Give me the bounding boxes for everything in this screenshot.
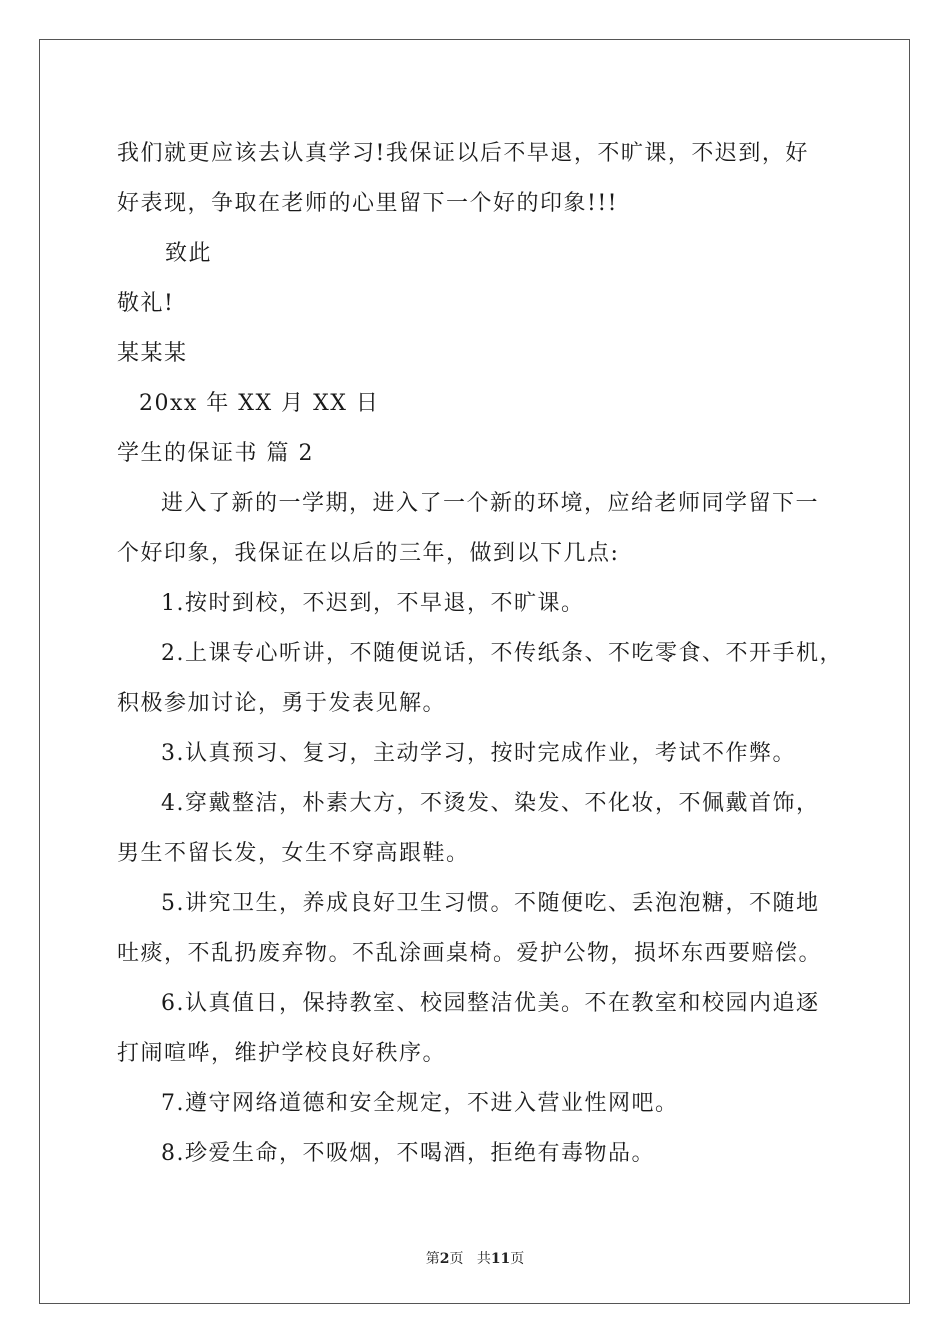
text-line: 4.穿戴整洁，朴素大方，不烫发、染发、不化妆，不佩戴首饰， <box>161 791 820 816</box>
text-line: 5.讲究卫生，养成良好卫生习惯。不随便吃、丢泡泡糖，不随地 <box>161 891 820 916</box>
footer-total-pages: 11 <box>490 1251 511 1267</box>
text-line: 3.认真预习、复习，主动学习，按时完成作业，考试不作弊。 <box>161 741 796 766</box>
text-line: 好表现，争取在老师的心里留下一个好的印象!!! <box>117 191 619 216</box>
text-line: 6.认真值日，保持教室、校园整洁优美。不在教室和校园内追逐 <box>161 991 820 1016</box>
text-line: 个好印象，我保证在以后的三年，做到以下几点: <box>117 541 620 566</box>
text-line: 7.遵守网络道德和安全规定，不进入营业性网吧。 <box>161 1091 679 1116</box>
text-line: 进入了新的一学期，进入了一个新的环境，应给老师同学留下一 <box>161 491 820 516</box>
text-line: 打闹喧哗，维护学校良好秩序。 <box>117 1041 447 1066</box>
text-line: 敬礼! <box>117 291 175 316</box>
footer-page-unit: 页 <box>449 1251 464 1267</box>
text-line: 某某某 <box>117 341 188 366</box>
text-line: 20xx 年 XX 月 XX 日 <box>139 391 380 416</box>
footer-total-unit: 页 <box>510 1251 525 1267</box>
text-line: 致此 <box>165 241 213 266</box>
footer-total-prefix: 共 <box>476 1251 491 1267</box>
text-line: 我们就更应该去认真学习!我保证以后不早退，不旷课，不迟到，好 <box>117 141 809 166</box>
text-line: 学生的保证书 篇 2 <box>117 441 314 466</box>
text-line: 1.按时到校，不迟到，不早退，不旷课。 <box>161 591 585 616</box>
footer-page-number: 2 <box>439 1251 450 1267</box>
footer-prefix: 第 <box>425 1251 440 1267</box>
page-footer <box>0 1248 950 1268</box>
text-line: 8.珍爱生命，不吸烟，不喝酒，拒绝有毒物品。 <box>161 1141 655 1166</box>
text-line: 积极参加讨论，勇于发表见解。 <box>117 691 447 716</box>
text-line: 男生不留长发，女生不穿高跟鞋。 <box>117 841 470 866</box>
text-line: 吐痰，不乱扔废弃物。不乱涂画桌椅。爱护公物，损坏东西要赔偿。 <box>117 941 823 966</box>
text-line: 2.上课专心听讲，不随便说话，不传纸条、不吃零食、不开手机， <box>161 641 843 666</box>
